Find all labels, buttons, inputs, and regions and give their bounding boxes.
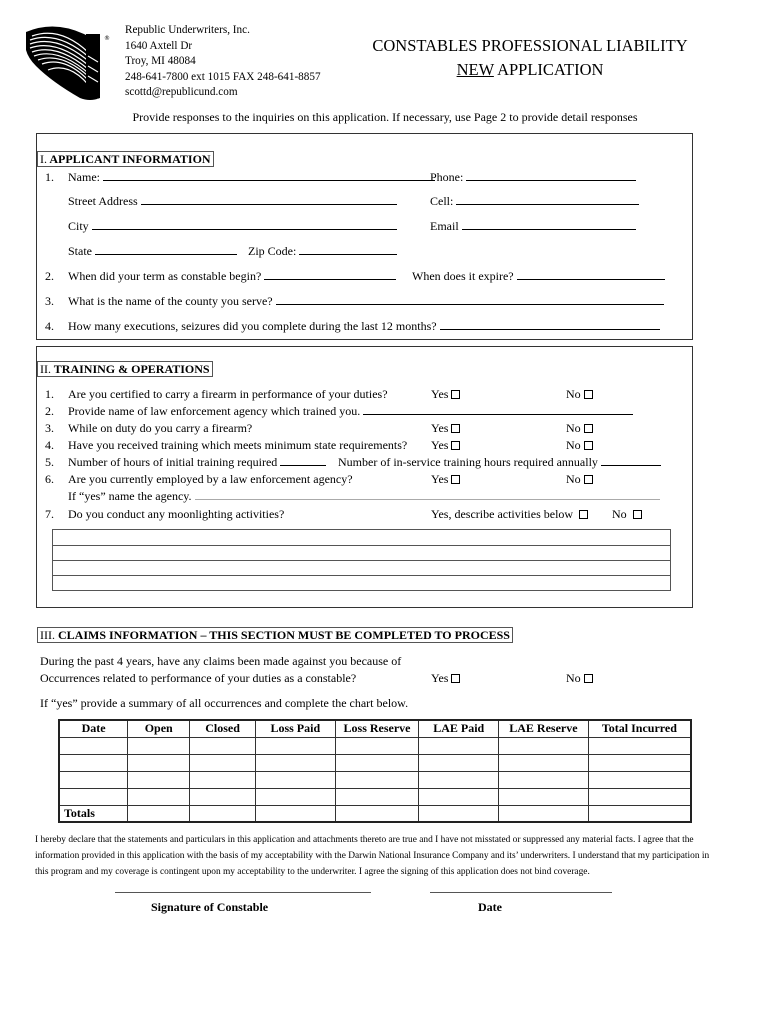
training-agency-field[interactable]: Provide name of law enforcement agency which trained you. xyxy=(68,404,633,418)
firearm-certified-no[interactable]: No xyxy=(566,387,593,401)
employed-question: Are you currently employed by a law enforcement agency? xyxy=(68,472,353,486)
cell-field[interactable]: Cell: xyxy=(430,194,639,208)
claims-question-line-1: During the past 4 years, have any claims been made against you because of xyxy=(40,654,402,668)
checkbox[interactable] xyxy=(451,674,460,683)
republic-logo xyxy=(26,26,110,102)
firearm-certified-question: Are you certified to carry a firearm in performance of your duties? xyxy=(68,387,388,401)
registered-mark: ® xyxy=(104,35,110,42)
t6-number: 6. xyxy=(45,472,54,486)
claims-summary-instruction: If “yes” provide a summary of all occurrences and complete the chart below. xyxy=(40,696,409,710)
city-field[interactable]: City xyxy=(68,219,397,233)
moonlighting-question: Do you conduct any moonlighting activities? xyxy=(68,507,285,521)
claims-no[interactable]: No xyxy=(566,671,593,685)
claims-table xyxy=(58,719,692,823)
t1-number: 1. xyxy=(45,387,54,401)
date-label: Date xyxy=(478,900,502,914)
checkbox[interactable] xyxy=(633,510,642,519)
signature-label: Signature of Constable xyxy=(151,900,269,914)
checkbox[interactable] xyxy=(584,475,593,484)
t3-number: 3. xyxy=(45,421,54,435)
totals-row[interactable] xyxy=(59,805,691,822)
section-training-title: II. TRAINING & OPERATIONS xyxy=(37,361,213,377)
title-line-2 xyxy=(320,58,740,82)
carry-firearm-yes[interactable]: Yes xyxy=(431,421,460,435)
title-new: NEW xyxy=(456,60,494,79)
totals-label: Totals xyxy=(59,805,128,822)
name-field[interactable]: Name: xyxy=(68,170,435,184)
initial-training-hours-field[interactable]: Number of hours of initial training required xyxy=(68,455,326,469)
form-title xyxy=(320,34,740,82)
zip-field[interactable]: Zip Code: xyxy=(248,244,397,258)
t5-number: 5. xyxy=(45,455,54,469)
t2-number: 2. xyxy=(45,404,54,418)
q3-number: 3. xyxy=(45,294,54,308)
phone-field[interactable]: Phone: xyxy=(430,170,636,184)
employed-no[interactable]: No xyxy=(566,472,593,486)
checkbox[interactable] xyxy=(451,424,460,433)
q2-number: 2. xyxy=(45,269,54,283)
claims-question-line-2: Occurrences related to performance of your duties as a constable? xyxy=(40,671,357,685)
table-row[interactable] xyxy=(59,788,691,805)
section-claims-title: III. CLAIMS INFORMATION – THIS SECTION MUST BE COMPLETED TO PROCESS xyxy=(37,627,513,643)
col-date: Date xyxy=(59,720,128,737)
executions-field[interactable]: How many executions, seizures did you complete during the last 12 months? xyxy=(68,319,660,333)
moonlighting-no[interactable]: No xyxy=(612,507,642,521)
t7-number: 7. xyxy=(45,507,54,521)
col-open: Open xyxy=(128,720,190,737)
checkbox[interactable] xyxy=(451,475,460,484)
date-line[interactable] xyxy=(430,892,612,893)
section-applicant-title: I. APPLICANT INFORMATION xyxy=(37,151,214,167)
col-lae-paid: LAE Paid xyxy=(419,720,499,737)
checkbox[interactable] xyxy=(451,390,460,399)
term-begin-field[interactable]: When did your term as constable begin? xyxy=(68,269,396,283)
carry-firearm-no[interactable]: No xyxy=(566,421,593,435)
company-info xyxy=(125,23,321,101)
checkbox[interactable] xyxy=(584,424,593,433)
q1-number: 1. xyxy=(45,170,54,184)
table-row[interactable] xyxy=(59,771,691,788)
signature-line[interactable] xyxy=(115,892,371,893)
col-total-incurred: Total Incurred xyxy=(588,720,691,737)
claims-yes[interactable]: Yes xyxy=(431,671,460,685)
claims-header-row xyxy=(59,720,691,737)
company-name: Republic Underwriters, Inc. xyxy=(125,24,250,36)
street-address-field[interactable]: Street Address xyxy=(68,194,397,208)
company-address-2: Troy, MI 48084 xyxy=(125,55,196,68)
checkbox[interactable] xyxy=(584,674,593,683)
term-expire-field[interactable]: When does it expire? xyxy=(412,269,665,283)
firearm-certified-yes[interactable]: Yes xyxy=(431,387,460,401)
col-lae-reserve: LAE Reserve xyxy=(499,720,589,737)
moonlighting-yes[interactable]: Yes, describe activities below xyxy=(431,507,588,521)
checkbox[interactable] xyxy=(579,510,588,519)
table-row[interactable] xyxy=(59,754,691,771)
inservice-hours-field[interactable]: Number of in-service training hours required annually xyxy=(338,455,661,469)
checkbox[interactable] xyxy=(451,441,460,450)
col-loss-paid: Loss Paid xyxy=(255,720,335,737)
email-field[interactable]: Email xyxy=(430,219,636,233)
q4-number: 4. xyxy=(45,319,54,333)
state-field[interactable]: State xyxy=(68,244,237,258)
county-field[interactable]: What is the name of the county you serve? xyxy=(68,294,664,308)
carry-firearm-question: While on duty do you carry a firearm? xyxy=(68,421,253,435)
company-address-1: 1640 Axtell Dr xyxy=(125,39,193,52)
t4-number: 4. xyxy=(45,438,54,452)
employed-yes[interactable]: Yes xyxy=(431,472,460,486)
state-training-question: Have you received training which meets minimum state requirements? xyxy=(68,438,408,452)
checkbox[interactable] xyxy=(584,441,593,450)
state-training-no[interactable]: No xyxy=(566,438,593,452)
state-training-yes[interactable]: Yes xyxy=(431,438,460,452)
checkbox[interactable] xyxy=(584,390,593,399)
declaration-text: I hereby declare that the statements and particulars in this application and attachments thereto are true and I have not misstated or suppressed any material facts. I agree that the information provided in this application with the basis of my acceptability with the Darwin National Insurance Company and its’ underwriters. I understand that my participation in this program and my coverage is contingent upon my acceptability to the underwriter. I agree the signing of this application does not bind coverage. xyxy=(35,835,710,877)
col-closed: Closed xyxy=(190,720,256,737)
company-email: scottd@republicund.com xyxy=(125,86,238,99)
intro-text: Provide responses to the inquiries on this application. If necessary, use Page 2 to provide detail responses xyxy=(132,110,638,124)
col-loss-reserve: Loss Reserve xyxy=(335,720,419,737)
moonlighting-description-box[interactable] xyxy=(52,529,671,591)
company-phone-fax: 248-641-7800 ext 1015 FAX 248-641-8857 xyxy=(125,70,321,83)
title-line-1: CONSTABLES PROFESSIONAL LIABILITY xyxy=(372,36,688,55)
table-row[interactable] xyxy=(59,737,691,754)
title-application: APPLICATION xyxy=(497,60,604,79)
employer-agency-field[interactable]: If “yes” name the agency. xyxy=(68,489,660,503)
